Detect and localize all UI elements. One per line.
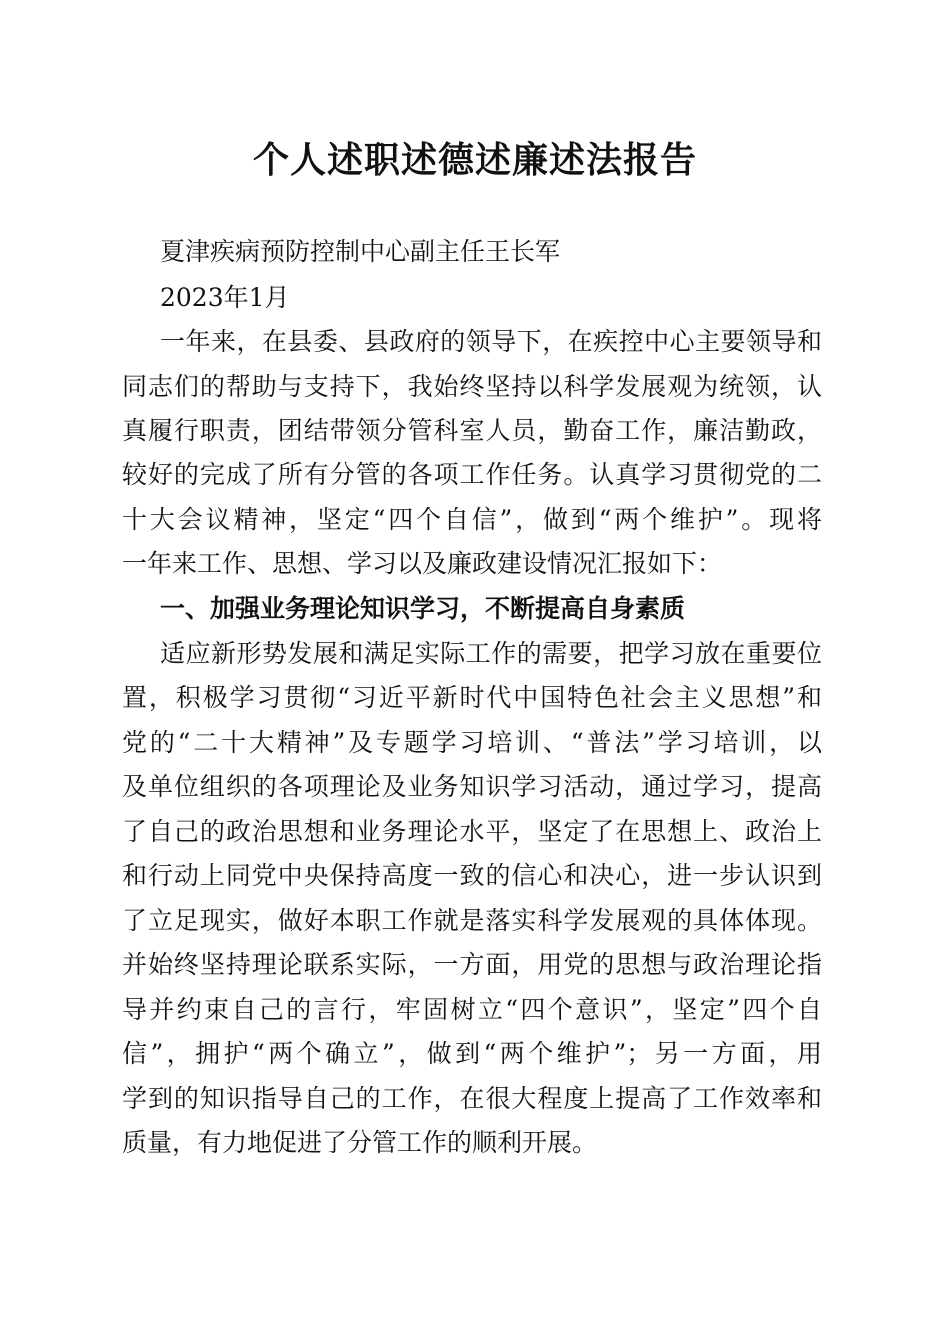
body-line: 和行动上同党中央保持高度一致的信心和决心，进一步认识到 bbox=[122, 861, 822, 890]
intro-line: 较好的完成了所有分管的各项工作任务。认真学习贯彻党的二 bbox=[122, 460, 822, 489]
intro-line: 一年来工作、思想、学习以及廉政建设情况汇报如下： bbox=[122, 549, 723, 578]
body-line: 学到的知识指导自己的工作，在很大程度上提高了工作效率和 bbox=[122, 1084, 822, 1113]
body-line: 质量，有力地促进了分管工作的顺利开展。 bbox=[122, 1128, 598, 1157]
body-line: 置，积极学习贯彻“习近平新时代中国特色社会主义思想”和 bbox=[122, 683, 822, 712]
body-line: 了立足现实，做好本职工作就是落实科学发展观的具体体现。 bbox=[122, 906, 822, 935]
body-line: 信”，拥护“两个确立”，做到“两个维护”；另一方面，用 bbox=[122, 1039, 822, 1068]
intro-line: 同志们的帮助与支持下，我始终坚持以科学发展观为统领，认 bbox=[122, 372, 822, 401]
body-line: 及单位组织的各项理论及业务知识学习活动，通过学习，提高 bbox=[122, 772, 822, 801]
body-line: 并始终坚持理论联系实际，一方面，用党的思想与政治理论指 bbox=[122, 950, 822, 979]
author-line: 夏津疾病预防控制中心副主任王长军 bbox=[160, 237, 561, 266]
body-line: 党的“二十大精神”及专题学习培训、“普法”学习培训，以 bbox=[122, 728, 822, 757]
intro-line: 真履行职责，团结带领分管科室人员，勤奋工作，廉洁勤政， bbox=[122, 416, 822, 445]
section-heading: 一、加强业务理论知识学习，不断提高自身素质 bbox=[160, 594, 686, 623]
body-line: 导并约束自己的言行，牢固树立“四个意识”，坚定”四个自 bbox=[122, 995, 822, 1024]
body-line: 了自己的政治思想和业务理论水平，坚定了在思想上、政治上 bbox=[122, 817, 822, 846]
document-title: 个人述职述德述廉述法报告 bbox=[252, 139, 697, 181]
date-line: 2023年1月 bbox=[160, 283, 290, 312]
intro-line: 十大会议精神，坚定“四个自信”，做到“两个维护”。现将 bbox=[122, 505, 822, 534]
body-line: 适应新形势发展和满足实际工作的需要，把学习放在重要位 bbox=[160, 639, 822, 668]
intro-line: 一年来，在县委、县政府的领导下，在疾控中心主要领导和 bbox=[160, 327, 822, 356]
